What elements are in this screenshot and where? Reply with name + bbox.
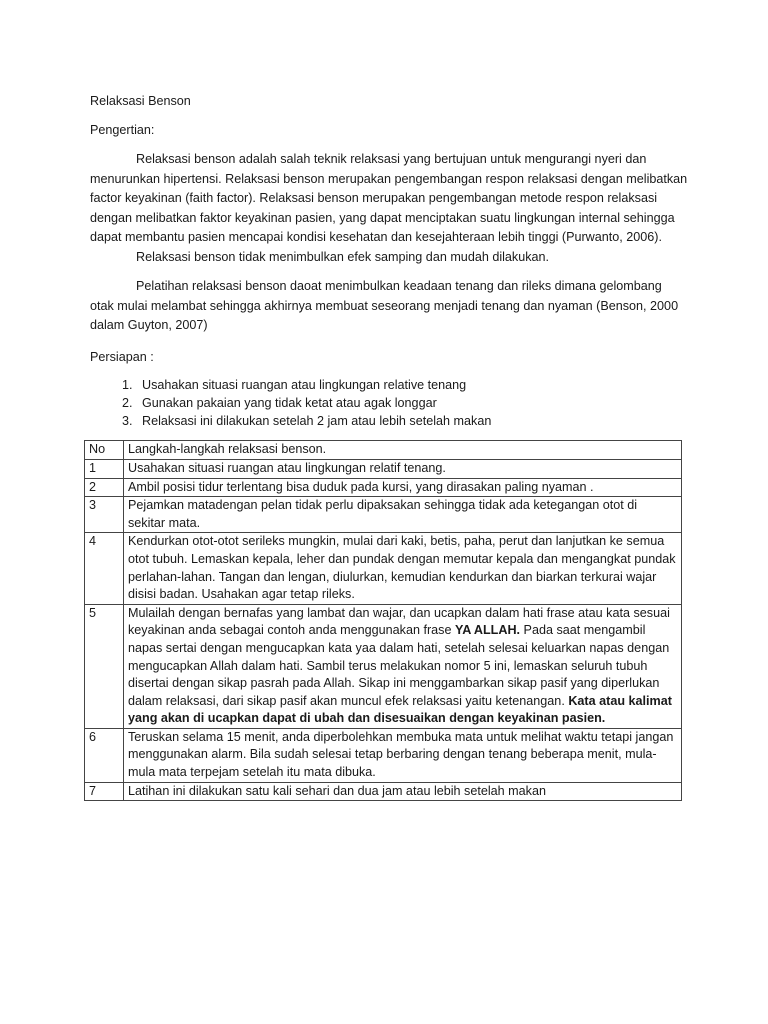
table-row <box>85 459 682 478</box>
table-row <box>85 604 682 728</box>
row-text: Usahakan situasi ruangan atau lingkungan relatif tenang. <box>124 459 682 478</box>
document-title: Relaksasi Benson <box>90 94 191 108</box>
row-number: 4 <box>85 533 124 604</box>
row-text-bold: Kata atau kalimat yang akan di ucapkan dapat di ubah dan disesuaikan dengan keyakinan pasien. <box>128 693 672 726</box>
row-text-part: Mulailah dengan bernafas yang lambat dan wajar, dan ucapkan dalam hati frase atau kata sesuai keyakinan anda sebagai contoh anda menggunakan frase <box>128 605 670 638</box>
row-text: Teruskan selama 15 menit, anda diperbolehkan membuka mata untuk melihat waktu tetapi jangan menggunakan alarm. Bila sudah selesai tetap berbaring dengan tenang beberapa menit, mula-mula mata terpejam setelah itu mata dibuka. <box>124 728 682 782</box>
row-number: 6 <box>85 728 124 782</box>
row-text: Kendurkan otot-otot serileks mungkin, mulai dari kaki, betis, paha, perut dan lanjutkan ke semua otot tubuh. Lemaskan kepala, leher dan pundak dengan memutar kepala dan mengangkat pundak perlahan-lahan. Tangan dan lengan, diulurkan, kemudian kendurkan dan biarkan terkurai wajar disisi badan. Usahakan agar tetap rileks. <box>124 533 682 604</box>
table-row <box>85 533 682 604</box>
table-row <box>85 782 682 801</box>
table-row <box>85 497 682 533</box>
persiapan-heading: Persiapan : <box>90 349 154 364</box>
pengertian-paragraph-3: Pelatihan relaksasi benson daoat menimbulkan keadaan tenang dan rileks dimana gelombang otak mulai melambat sehingga akhirnya membuat seseorang menjadi tenang dan nyaman (Benson, 2000 dalam Guyton, 2007) <box>90 279 679 332</box>
row-number: 2 <box>85 478 124 497</box>
row-number: 3 <box>85 497 124 533</box>
list-item: 1. Usahakan situasi ruangan atau lingkungan relative tenang <box>136 377 688 395</box>
row-text: Latihan ini dilakukan satu kali sehari dan dua jam atau lebih setelah makan <box>124 782 682 801</box>
row-text-part: Pada saat mengambil napas sertai dengan mengucapkan kata yaa dalam hati, setelah selesai keluarkan napas dengan mengucapkan Allah dalam hati. Sambil terus melakukan nomor 5 ini, lemaskan seluruh tubuh disertai dengan sikap pasrah pada Allah. Sikap ini menggambarkan sikap pasif yang diperlukan dalam relaksasi, dari sikap pasif akan muncul efek relaksasi yaitu ketenangan. <box>128 623 670 708</box>
pengertian-heading: Pengertian: <box>90 122 155 137</box>
row-number: 5 <box>85 604 124 728</box>
table-header-row <box>85 441 682 460</box>
steps-table <box>84 440 682 801</box>
document-page <box>90 92 688 801</box>
header-no: No <box>85 441 124 460</box>
row-number: 7 <box>85 782 124 801</box>
row-text <box>124 604 682 728</box>
persiapan-list <box>90 377 688 430</box>
row-text: Ambil posisi tidur terlentang bisa duduk pada kursi, yang dirasakan paling nyaman . <box>124 478 682 497</box>
list-item: 2. Gunakan pakaian yang tidak ketat atau agak longgar <box>136 395 688 413</box>
pengertian-paragraph-1: Relaksasi benson adalah salah teknik relaksasi yang bertujuan untuk mengurangi nyeri dan menurunkan hipertensi. Relaksasi benson merupakan pengembangan respon relaksasi dengan melibatkan factor keyakinan (faith factor). Relaksasi benson merupakan pengembangan metode respon relaksasi dengan melibatkan faktor keyakinan pasien, yang dapat menciptakan suatu lingkungan internal sehingga dapat membantu pasien mencapai kondisi kesehatan dan kesejahteraan lebih tinggi (Purwanto, 2006). <box>90 152 688 244</box>
row-text-bold: YA ALLAH. <box>454 623 521 638</box>
header-step: Langkah-langkah relaksasi benson. <box>124 441 682 460</box>
list-item: 3. Relaksasi ini dilakukan setelah 2 jam atau lebih setelah makan <box>136 413 688 431</box>
pengertian-paragraph-2: Relaksasi benson tidak menimbulkan efek samping dan mudah dilakukan. <box>136 249 550 264</box>
row-text: Pejamkan matadengan pelan tidak perlu dipaksakan sehingga tidak ada ketegangan otot di sekitar mata. <box>124 497 682 533</box>
table-row <box>85 478 682 497</box>
row-number: 1 <box>85 459 124 478</box>
table-row <box>85 728 682 782</box>
